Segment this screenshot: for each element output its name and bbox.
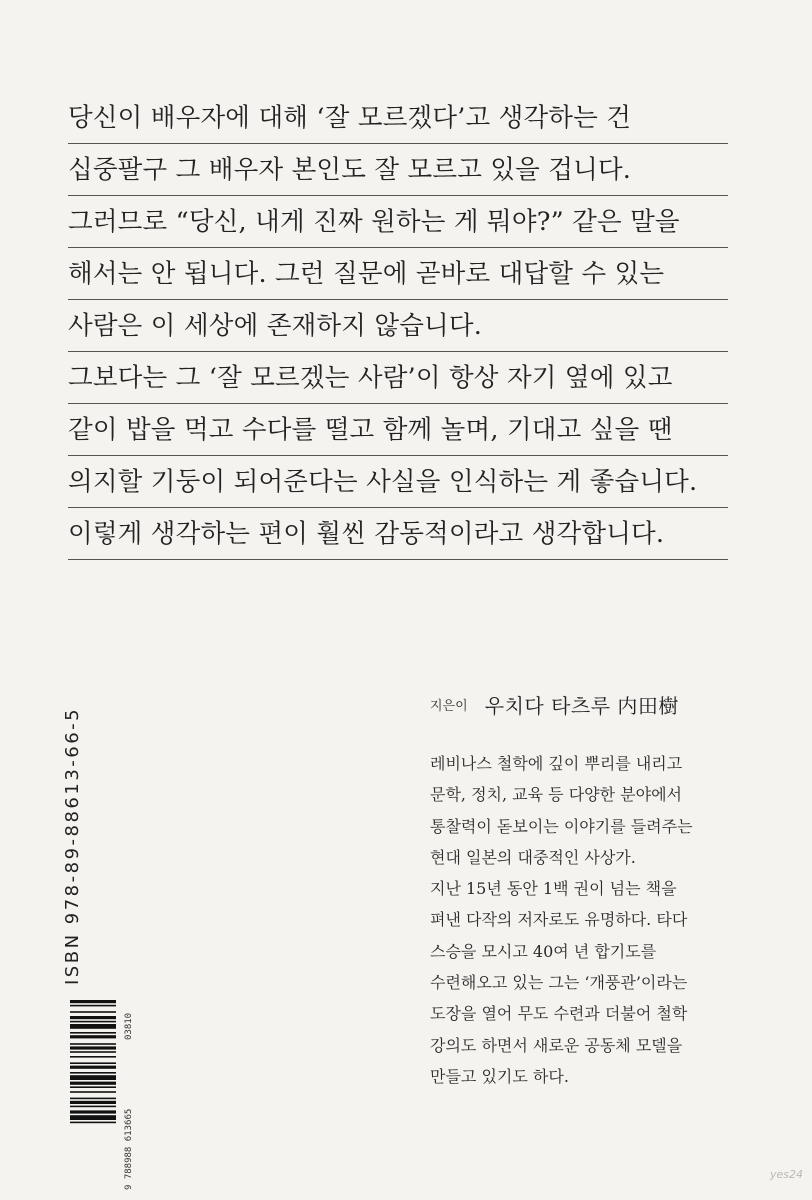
quote-line: 십중팔구 그 배우자 본인도 잘 모르고 있을 겁니다.: [68, 144, 728, 196]
bio-line: 수련해오고 있는 그는 ‘개풍관’이라는: [430, 973, 688, 993]
quote-line: 사람은 이 세상에 존재하지 않습니다.: [68, 300, 728, 352]
quote-line: 당신이 배우자에 대해 ‘잘 모르겠다’고 생각하는 건: [68, 92, 728, 144]
quote-line: 의지할 기둥이 되어준다는 사실을 인식하는 게 좋습니다.: [68, 456, 728, 508]
bio-line: 강의도 하면서 새로운 공동체 모델을: [430, 1035, 683, 1055]
bio-line: 스승을 모시고 40여 년 합기도를: [430, 941, 657, 961]
bio-line: 펴낸 다작의 저자로도 유명하다. 타다: [430, 910, 688, 930]
bio-line: 현대 일본의 대중적인 사상가.: [430, 847, 636, 867]
bio-line: 문학, 정치, 교육 등 다양한 분야에서: [430, 785, 682, 805]
quote-line: 해서는 안 됩니다. 그런 질문에 곧바로 대답할 수 있는: [68, 248, 728, 300]
author-bio: [430, 748, 790, 1092]
quote-block: [68, 92, 728, 560]
bio-line: 도장을 열어 무도 수련과 더불어 철학: [430, 1004, 688, 1024]
quote-line: 그러므로 “당신, 내게 진짜 원하는 게 뭐야?” 같은 말을: [68, 196, 728, 248]
quote-line: 그보다는 그 ‘잘 모르겠는 사람’이 항상 자기 옆에 있고: [68, 352, 728, 404]
bio-line: 지난 15년 동안 1백 권이 넘는 책을: [430, 879, 677, 899]
author-role: 지은이: [430, 699, 468, 714]
author-heading: [430, 690, 790, 719]
barcode-icon: [70, 1000, 116, 1190]
bio-line: 레비나스 철학에 깊이 뿌리를 내리고: [430, 754, 683, 773]
isbn-text: ISBN 978-89-88613-66-5: [62, 706, 83, 985]
watermark: yes24: [770, 1168, 804, 1181]
author-name: 우치다 타츠루 内田樹: [484, 694, 679, 718]
quote-line: 같이 밥을 먹고 수다를 떨고 함께 놀며, 기대고 싶을 땐: [68, 404, 728, 456]
price-code: 03810: [124, 1012, 134, 1040]
quote-line: 이렇게 생각하는 편이 훨씬 감동적이라고 생각합니다.: [68, 508, 728, 560]
barcode-number: 9 788988 613665: [124, 1108, 134, 1190]
bio-line: 통찰력이 돋보이는 이야기를 들려주는: [430, 816, 693, 836]
bio-line: 만들고 있기도 하다.: [430, 1066, 569, 1086]
